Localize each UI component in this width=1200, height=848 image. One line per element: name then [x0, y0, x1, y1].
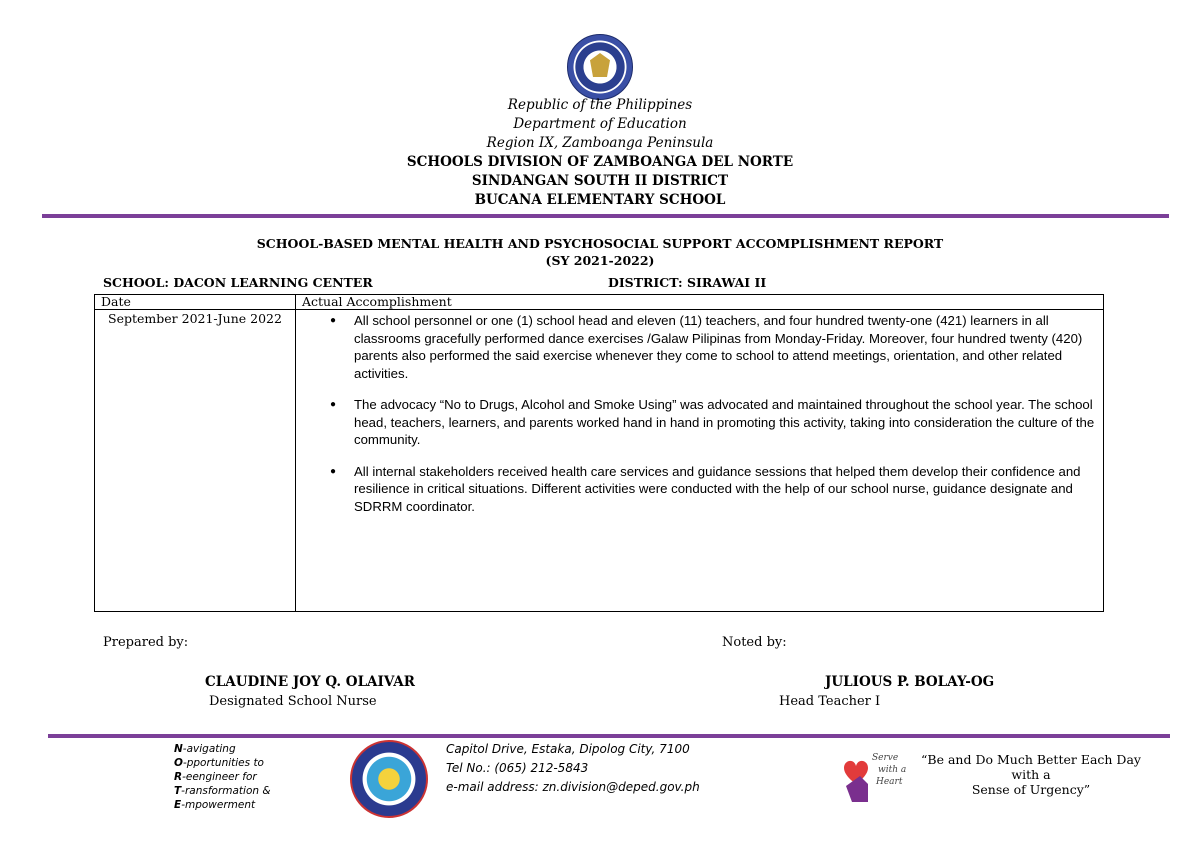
- contact-info: [446, 740, 700, 797]
- acronym-line: O-pportunities to: [174, 757, 264, 769]
- noted-by-name: JULIOUS P. BOLAY-OG: [825, 674, 995, 690]
- acronym-line: R-eengineer for: [174, 771, 257, 783]
- header-divider: [42, 214, 1169, 218]
- prepared-by-label: Prepared by:: [103, 635, 189, 650]
- noted-by-label: Noted by:: [722, 635, 787, 650]
- letterhead-district: SINDANGAN SOUTH II DISTRICT: [471, 173, 729, 189]
- table-header-row: [95, 295, 1104, 310]
- date-cell: September 2021-June 2022: [95, 310, 296, 612]
- onward-acronym: [174, 742, 271, 812]
- tel-text: Tel No.: (065) 212-5843: [446, 761, 589, 775]
- report-title: SCHOOL-BASED MENTAL HEALTH AND PSYCHOSOCIAL SUPPORT ACCOMPLISHMENT REPORT: [256, 236, 944, 251]
- table-row: [95, 310, 1104, 612]
- division-seal-logo: [350, 740, 428, 818]
- letterhead-school: BUCANA ELEMENTARY SCHOOL: [474, 192, 726, 208]
- prepared-by-name: CLAUDINE JOY Q. OLAIVAR: [205, 674, 415, 690]
- letterhead-line: Department of Education: [513, 116, 687, 132]
- serve-logo-text: Serve with a Heart: [872, 753, 907, 787]
- serve-with-heart-logo: [838, 750, 918, 810]
- prepared-by-title: Designated School Nurse: [209, 694, 377, 709]
- letterhead-line: Republic of the Philippines: [507, 97, 693, 113]
- address-text: Capitol Drive, Estaka, Dipolog City, 7100: [446, 742, 690, 756]
- letterhead: [0, 96, 1200, 210]
- report-school-year: (SY 2021-2022): [545, 253, 655, 268]
- deped-seal-logo: [567, 34, 633, 100]
- acronym-line: N-avigating: [174, 743, 236, 755]
- accomplishment-list: [302, 312, 1097, 515]
- accomplishment-table: [94, 294, 1104, 612]
- motto: “Be and Do Much Better Each Day with a Sense of Urgency”: [921, 752, 1141, 797]
- noted-by-title: Head Teacher I: [779, 694, 881, 709]
- list-item: ● The advocacy “No to Drugs, Alcohol and Smoke Using” was advocated and maintained throughout the school year. The school head, teachers, learners, and parents worked hand in hand in promoting this activity, taking into consideration the culture of the community.: [354, 396, 1097, 449]
- acronym-line: E-mpowerment: [174, 799, 256, 811]
- footer-divider: [48, 734, 1170, 738]
- letterhead-division: SCHOOLS DIVISION OF ZAMBOANGA DEL NORTE: [406, 154, 794, 170]
- acronym-line: T-ransformation &: [174, 785, 271, 797]
- list-item: ● All school personnel or one (1) school head and eleven (11) teachers, and four hundred twenty-one (421) learners in all classrooms gracefully performed dance exercises /Galaw Pilipinas from Monday-Friday. Moreover, four hundred twenty (420) parents also performed the said exercise whenever they come to school to attend meetings, orientation, and other related activities.: [354, 312, 1097, 382]
- letterhead-line: Region IX, Zamboanga Peninsula: [486, 135, 714, 151]
- list-item: ● All internal stakeholders received health care services and guidance sessions that helped them develop their confidence and resilience in critical situations. Different activities were conducted with the help of our school nurse, guidance designate and SDRRM coordinator.: [354, 463, 1097, 516]
- column-header-accomplishment: Actual Accomplishment: [296, 295, 1104, 310]
- accomplishment-cell: [296, 310, 1104, 612]
- column-header-date: Date: [95, 295, 296, 310]
- report-school: SCHOOL: DACON LEARNING CENTER: [103, 275, 373, 290]
- email-text: e-mail address: zn.division@deped.gov.ph: [446, 780, 700, 794]
- report-district: DISTRICT: SIRAWAI II: [608, 275, 767, 290]
